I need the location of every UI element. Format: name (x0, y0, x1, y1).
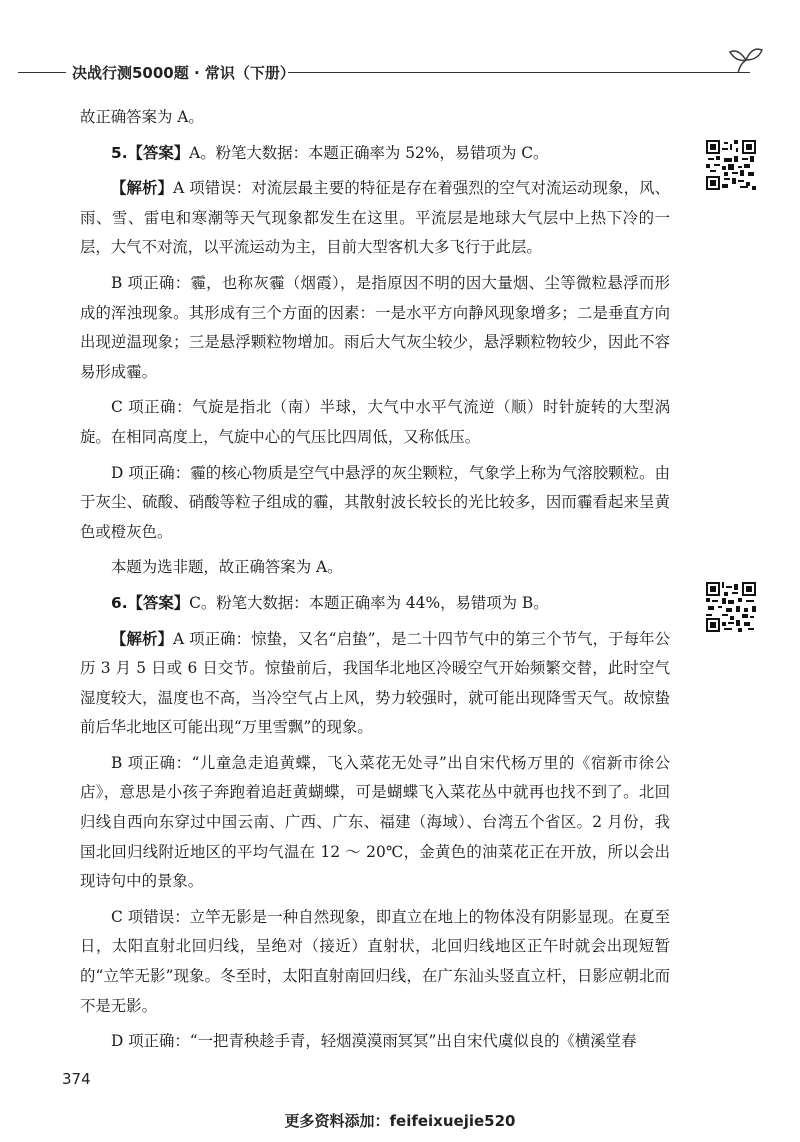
paragraph-text: C 项正确：气旋是指北（南）半球，大气中水平气流逆（顺）时针旋转的大型涡旋。在相同高度上，气旋中心的气压比四周低，又称低压。 (80, 398, 670, 446)
header-rule-left (18, 72, 66, 73)
option-d-6 (80, 1027, 670, 1057)
qr-code-question-6[interactable] (706, 582, 756, 632)
paragraph-text: A 项正确：惊蛰，又名“启蛰”，是二十四节气中的第三个节气，于每年公历 3 月 5 日或 6 日交节。惊蛰前后，我国华北地区冷暖空气开始频繁交替，此时空气湿度较大，温度也不高，当冷空气占上风，势力较强时，就可能出现降雪天气。故惊蛰前后华北地区可能出现“万里雪飘”的现象。 (80, 629, 670, 737)
analysis-tag: 【解析】 (111, 179, 174, 198)
answer-5 (80, 139, 670, 169)
answer-tag: 6.【答案】 (111, 593, 190, 612)
analysis-5 (80, 174, 670, 263)
qr-code-question-5[interactable] (706, 140, 756, 190)
option-c-5 (80, 393, 670, 452)
header-rule-right (288, 72, 750, 73)
option-d-5 (80, 459, 670, 548)
conclusion-5 (80, 553, 670, 583)
book-title: 决战行测5000题 · 常识（下册） (72, 64, 295, 82)
option-b-5 (80, 269, 670, 387)
option-b-6 (80, 749, 670, 897)
paragraph-previous-answer (80, 103, 670, 133)
qr-code-icon (706, 140, 756, 190)
paragraph-text: A 项错误：对流层最主要的特征是存在着强烈的空气对流运动现象，风、雨、雪、雷电和寒潮等天气现象都发生在这里。平流层是地球大气层中上热下冷的一层，大气不对流，以平流运动为主，目前大型客机大多飞行于此层。 (80, 179, 670, 257)
paragraph-text: C 项错误：立竿无影是一种自然现象，即直立在地上的物体没有阴影显现。在夏至日，太阳直射北回归线，呈绝对（接近）直射状，北回归线地区正午时就会出现短暂的“立竿无影”现象。冬至时，太阳直射南回归线，在广东汕头竖直立杆，日影应朝北而不是无影。 (80, 907, 670, 1015)
sprout-icon (728, 44, 764, 74)
page-number: 374 (62, 1070, 91, 1088)
option-c-6 (80, 903, 670, 1021)
answer-tag: 5.【答案】 (111, 143, 190, 162)
paragraph-text: B 项正确：霾，也称灰霾（烟霞），是指原因不明的因大量烟、尘等微粒悬浮而形成的浑浊现象。其形成有三个方面的因素：一是水平方向静风现象增多；二是垂直方向出现逆温现象；三是悬浮颗粒物增加。雨后大气灰尘较少，悬浮颗粒物较少，因此不容易形成霾。 (80, 273, 670, 381)
paragraph-text: B 项正确：“儿童急走追黄蝶，飞入菜花无处寻”出自宋代杨万里的《宿新市徐公店》，意思是小孩子奔跑着追赶黄蝴蝶，可是蝴蝶飞入菜花丛中就再也找不到了。北回归线自西向东穿过中国云南、广西、广东、福建（海域）、台湾五个省区。2 月份，我国北回归线附近地区的平均气温在 12 ～ 20℃，金黄色的油菜花正在开放，所以会出现诗句中的景象。 (80, 753, 670, 891)
paragraph-text: 本题为选非题，故正确答案为 A。 (111, 558, 343, 577)
paragraph-text: D 项正确：霾的核心物质是空气中悬浮的灰尘颗粒，气象学上称为气溶胶颗粒。由于灰尘、硫酸、硝酸等粒子组成的霾，其散射波长较长的光比较多，因而霾看起来呈黄色或橙灰色。 (80, 463, 670, 541)
paragraph-text: A。粉笔大数据：本题正确率为 52%，易错项为 C。 (189, 143, 549, 162)
footer-note: 更多资料添加：feifeixuejie520 (284, 1112, 516, 1130)
running-header (0, 40, 800, 90)
answer-6 (80, 589, 670, 619)
answer-explanations (80, 103, 670, 1057)
paragraph-text: C。粉笔大数据：本题正确率为 44%，易错项为 B。 (189, 593, 549, 612)
qr-code-icon (706, 582, 756, 632)
paragraph-text: 故正确答案为 A。 (80, 108, 204, 126)
analysis-tag: 【解析】 (111, 629, 174, 648)
analysis-6 (80, 625, 670, 743)
paragraph-text: D 项正确：“一把青秧趁手青，轻烟漠漠雨冥冥”出自宋代虞似良的《横溪堂春 (111, 1032, 637, 1051)
